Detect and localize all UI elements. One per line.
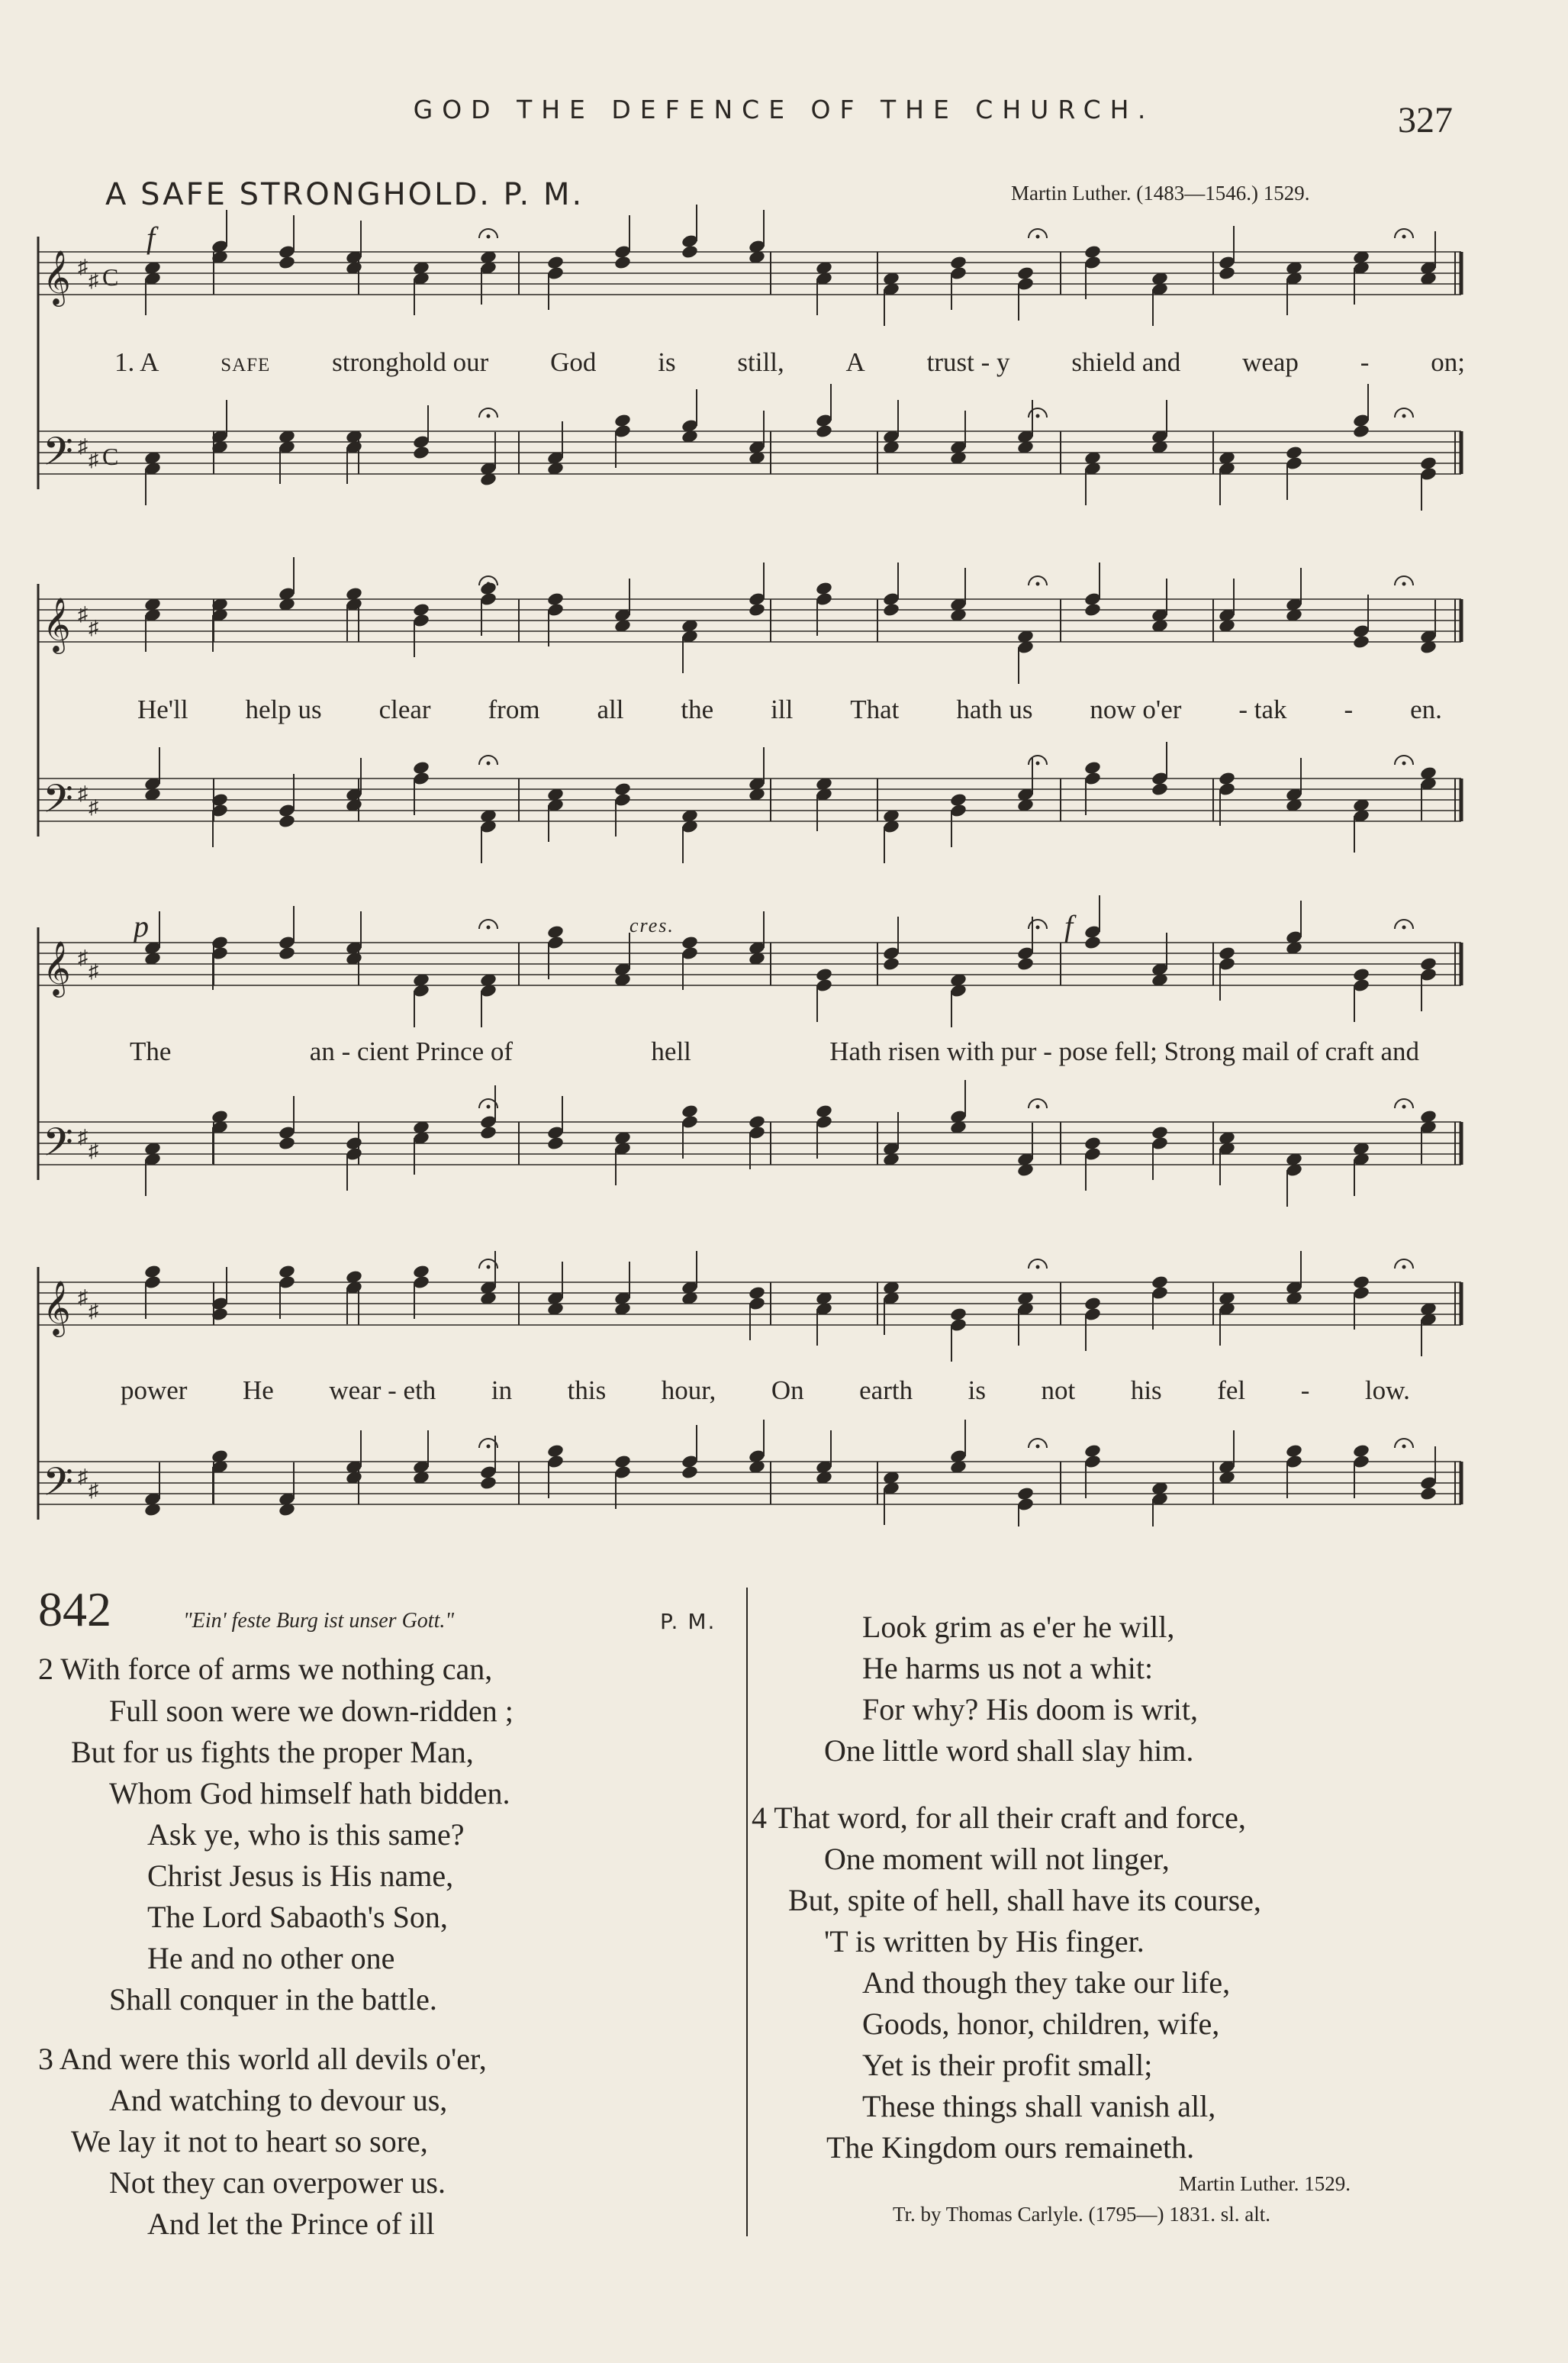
- note-head: [412, 602, 430, 617]
- lyric-word: stronghold our: [332, 347, 489, 377]
- fermata-dot: [487, 762, 491, 766]
- note-head: [1352, 1443, 1370, 1459]
- lyric-word: clear: [378, 695, 431, 724]
- lyric-word: -: [1300, 1375, 1310, 1405]
- note-head: [278, 255, 296, 270]
- fermata-dot: [1402, 1265, 1406, 1269]
- sharp-icon: ♯: [89, 617, 98, 639]
- note-head: [1083, 602, 1102, 617]
- hymn-title: A SAFE STRONGHOLD. P. M.: [105, 177, 584, 212]
- author-credit: Martin Luther. 1529.: [1179, 2172, 1351, 2195]
- verse-line: Yet is their profit small;: [862, 2048, 1153, 2082]
- lyric-word: not: [1041, 1375, 1076, 1405]
- lyric-word: -: [1360, 347, 1370, 377]
- verse-line: For why? His doom is writ,: [862, 1692, 1198, 1726]
- lyric-word: in: [491, 1375, 513, 1405]
- verse-line: These things shall vanish all,: [862, 2089, 1216, 2123]
- fermata-dot: [1036, 235, 1040, 239]
- lyric-word: safe: [221, 347, 271, 377]
- sharp-icon: ♯: [78, 1126, 88, 1148]
- fermata-dot: [1402, 1105, 1406, 1109]
- fermata-dot: [1402, 926, 1406, 930]
- lyric-word: weap: [1242, 347, 1299, 377]
- dynamic-piano: p: [134, 909, 149, 943]
- verse-line: 3 And were this world all devils o'er,: [38, 2042, 487, 2076]
- lyric-word: A: [845, 347, 865, 377]
- note-head: [815, 581, 833, 596]
- meter: P. M.: [660, 1609, 716, 1634]
- sharp-icon: ♯: [78, 256, 88, 278]
- lyric-word: from: [488, 695, 540, 724]
- note-head: [949, 255, 968, 270]
- lyric-word: earth: [859, 1375, 913, 1405]
- fermata-dot: [1036, 414, 1040, 418]
- note-head: [546, 1443, 565, 1459]
- page-number: 327: [1398, 100, 1453, 140]
- treble-clef-icon: 𝄞: [43, 940, 71, 995]
- note-head: [681, 1465, 699, 1480]
- lyric-word: his: [1130, 1375, 1162, 1405]
- fermata-dot: [1036, 1265, 1040, 1269]
- verse-line: The Kingdom ours remaineth.: [826, 2130, 1195, 2165]
- hymn-number: 842: [38, 1582, 111, 1636]
- lyric-word: On: [771, 1375, 804, 1405]
- lyric-word: He'll: [137, 695, 188, 724]
- verse-line: Goods, honor, children, wife,: [862, 2007, 1220, 2041]
- verse-line: Ask ye, who is this same?: [147, 1817, 465, 1852]
- note-head: [815, 1104, 833, 1119]
- note-head: [1151, 1275, 1169, 1290]
- fermata-dot: [1402, 582, 1406, 586]
- fermata-dot: [487, 1265, 491, 1269]
- verse-line: But, spite of hell, shall have its course,: [788, 1883, 1261, 1917]
- lyric-word: trust - y: [926, 347, 1010, 377]
- note-head: [278, 814, 296, 829]
- common-time-icon: C: [102, 263, 119, 291]
- bass-clef-icon: 𝄢: [43, 1119, 73, 1175]
- fermata-dot: [1402, 414, 1406, 418]
- note-head: [546, 924, 565, 940]
- note-head: [412, 1264, 430, 1279]
- lyric-word: fel: [1217, 1375, 1246, 1405]
- common-time-icon: C: [102, 443, 119, 470]
- fermata-dot: [1402, 235, 1406, 239]
- note-head: [278, 1136, 296, 1151]
- sharp-icon: ♯: [78, 946, 88, 969]
- sharp-icon: ♯: [89, 960, 98, 982]
- lyric-word: The: [130, 1036, 172, 1066]
- lyric-word: the: [681, 695, 714, 724]
- verse-line: Whom God himself hath bidden.: [109, 1776, 510, 1810]
- sharp-icon: ♯: [78, 1286, 88, 1308]
- lyric-line-2: [137, 695, 1442, 725]
- verse-line: And let the Prince of ill: [147, 2207, 435, 2241]
- lyric-word: He: [243, 1375, 274, 1405]
- fermata-dot: [1036, 1105, 1040, 1109]
- sharp-icon: ♯: [89, 1140, 98, 1162]
- note-head: [681, 1104, 699, 1119]
- treble-clef-icon: 𝄞: [43, 596, 71, 652]
- lyric-word: That: [850, 695, 900, 724]
- lyric-word: still,: [737, 347, 784, 377]
- verse-line: And watching to devour us,: [109, 2083, 448, 2117]
- note-head: [613, 255, 632, 270]
- note-head: [681, 935, 699, 950]
- lyric-word: low.: [1364, 1375, 1410, 1405]
- note-head: [1083, 1296, 1102, 1311]
- note-head: [1218, 946, 1236, 961]
- fermata-dot: [487, 235, 491, 239]
- lyric-word: hath us: [956, 695, 1033, 724]
- note-head: [412, 760, 430, 775]
- verse-line: The Lord Sabaoth's Son,: [147, 1900, 448, 1934]
- bass-clef-icon: 𝄢: [43, 428, 73, 484]
- lyric-word: - tak: [1238, 695, 1287, 724]
- lyric-word: 1. A: [114, 347, 159, 377]
- note-head: [613, 413, 632, 428]
- fermata-dot: [487, 926, 491, 930]
- verse-line: Christ Jesus is His name,: [147, 1858, 454, 1893]
- fermata-dot: [1036, 762, 1040, 766]
- verse-line: He and no other one: [147, 1941, 395, 1975]
- dynamic-crescendo: cres.: [629, 914, 675, 936]
- fermata-dot: [1036, 582, 1040, 586]
- lyric-word: is: [658, 347, 676, 377]
- sharp-icon: ♯: [89, 449, 98, 471]
- note-head: [143, 1264, 162, 1279]
- sharp-icon: ♯: [89, 269, 98, 292]
- lyric-word: God: [550, 347, 597, 377]
- sharp-icon: ♯: [78, 1465, 88, 1488]
- treble-clef-icon: 𝄞: [43, 249, 71, 305]
- lyric-word: all: [597, 695, 624, 724]
- treble-clef-icon: 𝄞: [43, 1279, 71, 1335]
- bass-clef-icon: 𝄢: [43, 775, 73, 831]
- note-head: [1218, 771, 1236, 786]
- fermata-dot: [487, 1445, 491, 1449]
- note-head: [1419, 1486, 1438, 1501]
- sharp-icon: ♯: [89, 1300, 98, 1322]
- fermata-dot: [487, 414, 491, 418]
- lyric-word: power: [121, 1375, 188, 1405]
- lyric-word: is: [968, 1375, 986, 1405]
- sharp-icon: ♯: [78, 435, 88, 457]
- lyric-word: ill: [771, 695, 794, 724]
- fermata-dot: [1402, 1445, 1406, 1449]
- note-head: [1285, 445, 1303, 460]
- verse-line: We lay it not to heart so sore,: [71, 2124, 428, 2158]
- composer-credit: Martin Luther. (1483—1546.) 1529.: [1011, 182, 1310, 205]
- fermata-dot: [487, 1105, 491, 1109]
- note-head: [949, 792, 968, 808]
- lyric-word: now o'er: [1090, 695, 1182, 724]
- verse-line: 'T is written by His finger.: [824, 1924, 1145, 1958]
- verse-line: One moment will not linger,: [824, 1842, 1170, 1876]
- lyric-word: en.: [1410, 695, 1442, 724]
- running-title: GOD THE DEFENCE OF THE CHURCH.: [413, 95, 1155, 124]
- lyric-word: an - cient Prince of: [309, 1036, 514, 1066]
- verse-line: He harms us not a whit:: [862, 1651, 1154, 1685]
- note-head: [546, 255, 565, 270]
- sharp-icon: ♯: [89, 796, 98, 818]
- lyric-word: hour,: [661, 1375, 716, 1405]
- lyric-word: wear - eth: [329, 1375, 436, 1405]
- lyric-word: this: [567, 1375, 607, 1405]
- verse-line: But for us fights the proper Man,: [71, 1735, 474, 1769]
- lyric-word: -: [1344, 695, 1354, 724]
- column-divider: [746, 1588, 748, 2236]
- note-head: [1083, 760, 1102, 775]
- bass-clef-icon: 𝄢: [43, 1459, 73, 1514]
- lyric-word: Hath risen with pur - pose fell; Strong mail of craft and: [829, 1036, 1419, 1066]
- fermata-dot: [1036, 1445, 1040, 1449]
- original-title: "Ein' feste Burg ist unser Gott.": [183, 1609, 455, 1633]
- lyric-line-1: [114, 347, 1465, 378]
- lyric-line-3: [130, 1036, 1419, 1067]
- dynamic-forte: f: [146, 221, 156, 255]
- lyric-word: on;: [1431, 347, 1465, 377]
- verse-line: Shall conquer in the battle.: [109, 1982, 437, 2016]
- dynamic-forte-2: f: [1064, 909, 1074, 943]
- sharp-icon: ♯: [78, 782, 88, 804]
- fermata-dot: [1036, 926, 1040, 930]
- note-head: [1083, 1443, 1102, 1459]
- fermata-dot: [487, 582, 491, 586]
- sharp-icon: ♯: [89, 1479, 98, 1501]
- lyric-word: hell: [651, 1036, 691, 1066]
- verse-line: One little word shall slay him.: [824, 1733, 1194, 1768]
- note-head: [613, 782, 632, 797]
- lyric-line-4: [121, 1375, 1410, 1406]
- sharp-icon: ♯: [78, 603, 88, 625]
- note-head: [1419, 956, 1438, 972]
- verse-line: Not they can overpower us.: [109, 2165, 446, 2200]
- verse-line: Full soon were we down-ridden ;: [109, 1694, 514, 1728]
- fermata-dot: [1402, 762, 1406, 766]
- note-head: [412, 445, 430, 460]
- lyric-word: help us: [245, 695, 322, 724]
- note-head: [1352, 634, 1370, 650]
- verse-line: And though they take our life,: [862, 1965, 1231, 2000]
- note-head: [278, 1264, 296, 1279]
- verse-line: Look grim as e'er he will,: [862, 1610, 1175, 1644]
- verse-line: 2 With force of arms we nothing can,: [38, 1652, 493, 1686]
- lyric-word: shield and: [1071, 347, 1181, 377]
- verse-line: 4 That word, for all their craft and force,: [752, 1800, 1246, 1835]
- note-head: [1016, 956, 1035, 972]
- translator-credit: Tr. by Thomas Carlyle. (1795—) 1831. sl. alt.: [893, 2203, 1270, 2226]
- note-head: [1285, 1443, 1303, 1459]
- note-head: [1016, 266, 1035, 281]
